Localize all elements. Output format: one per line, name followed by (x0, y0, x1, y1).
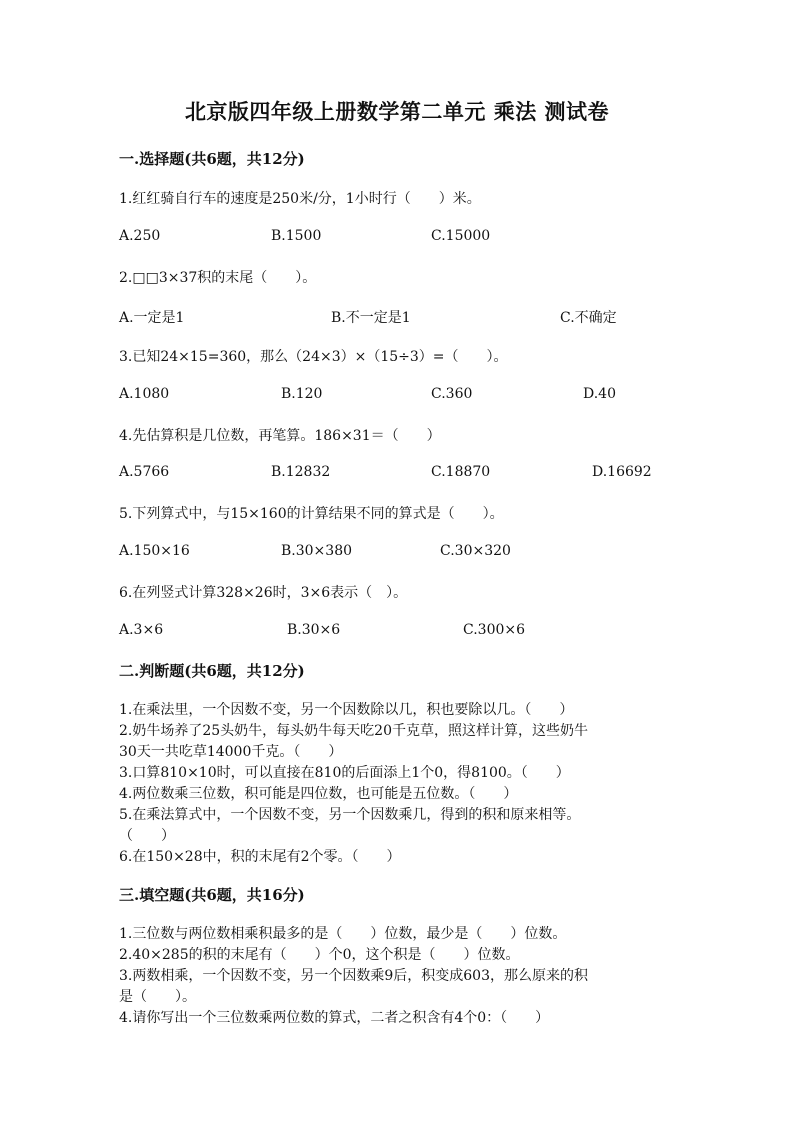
question-text: 3.已知24×15=360，那么（24×3）×（15÷3）=（ ）。 (119, 349, 508, 365)
fill-line: 1.三位数与两位数相乘积最多的是（ ）位数，最少是（ ）位数。 (119, 926, 567, 942)
statement-line: 2.奶牛场养了25头奶牛，每头奶牛每天吃20千克草，照这样计算，这些奶牛 (119, 723, 588, 739)
fill-line: 4.请你写出一个三位数乘两位数的算式，二者之积含有4个0：（ ） (119, 1010, 550, 1026)
option-d: D.16692 (592, 464, 652, 480)
option-b: B.30×6 (287, 622, 341, 638)
question-text: 4.先估算积是几位数，再笔算。186×31＝（ ） (119, 428, 441, 444)
option-c: C.360 (431, 386, 473, 402)
option-c: C.18870 (431, 464, 491, 480)
question-text: 2.□□3×37积的末尾（ ）。 (119, 270, 317, 286)
option-b: B.120 (281, 386, 323, 402)
statement-line: （ ） (119, 828, 175, 844)
fill-line: 3.两数相乘，一个因数不变，另一个因数乘9后，积变成603，那么原来的积 (119, 968, 588, 984)
option-a: A.3×6 (119, 622, 164, 638)
section-heading-fill-in: 三.填空题(共6题，共16分) (119, 886, 305, 904)
option-c: C.30×320 (440, 543, 511, 559)
page-title: 北京版四年级上册数学第二单元 乘法 测试卷 (184, 99, 610, 124)
statement-line: 5.在乘法算式中，一个因数不变，另一个因数乘几，得到的积和原来相等。 (119, 807, 581, 823)
question-text: 6.在列竖式计算328×26时，3×6表示（ ）。 (119, 585, 408, 601)
question-text: 5.下列算式中，与15×160的计算结果不同的算式是（ ）。 (119, 506, 504, 522)
option-c: C.不确定 (560, 310, 617, 326)
fill-line: 2.40×285的积的末尾有（ ）个0，这个积是（ ）位数。 (119, 947, 520, 963)
section-heading-judgment: 二.判断题(共6题，共12分) (119, 662, 305, 680)
statement-line: 30天一共吃草14000千克。（ ） (119, 744, 343, 760)
option-b: B.不一定是1 (331, 310, 411, 326)
statement-line: 6.在150×28中，积的末尾有2个零。（ ） (119, 849, 401, 865)
option-b: B.1500 (271, 228, 322, 244)
option-a: A.5766 (119, 464, 170, 480)
statement-line: 4.两位数乘三位数，积可能是四位数，也可能是五位数。（ ） (119, 786, 518, 802)
option-c: C.15000 (431, 228, 491, 244)
fill-line: 是（ ）。 (119, 989, 196, 1005)
option-a: A.1080 (119, 386, 170, 402)
question-text: 1.红红骑自行车的速度是250米/分，1小时行（ ）米。 (119, 191, 481, 207)
option-b: B.12832 (271, 464, 331, 480)
section-heading-choice: 一.选择题(共6题，共12分) (119, 150, 305, 168)
statement-line: 3.口算810×10时，可以直接在810的后面添上1个0，得8100。（ ） (119, 765, 570, 781)
option-a: A.一定是1 (119, 310, 185, 326)
option-a: A.150×16 (119, 543, 190, 559)
option-d: D.40 (583, 386, 616, 402)
statement-line: 1.在乘法里，一个因数不变，另一个因数除以几，积也要除以几。（ ） (119, 702, 574, 718)
option-a: A.250 (119, 228, 161, 244)
option-c: C.300×6 (463, 622, 526, 638)
option-b: B.30×380 (281, 543, 353, 559)
